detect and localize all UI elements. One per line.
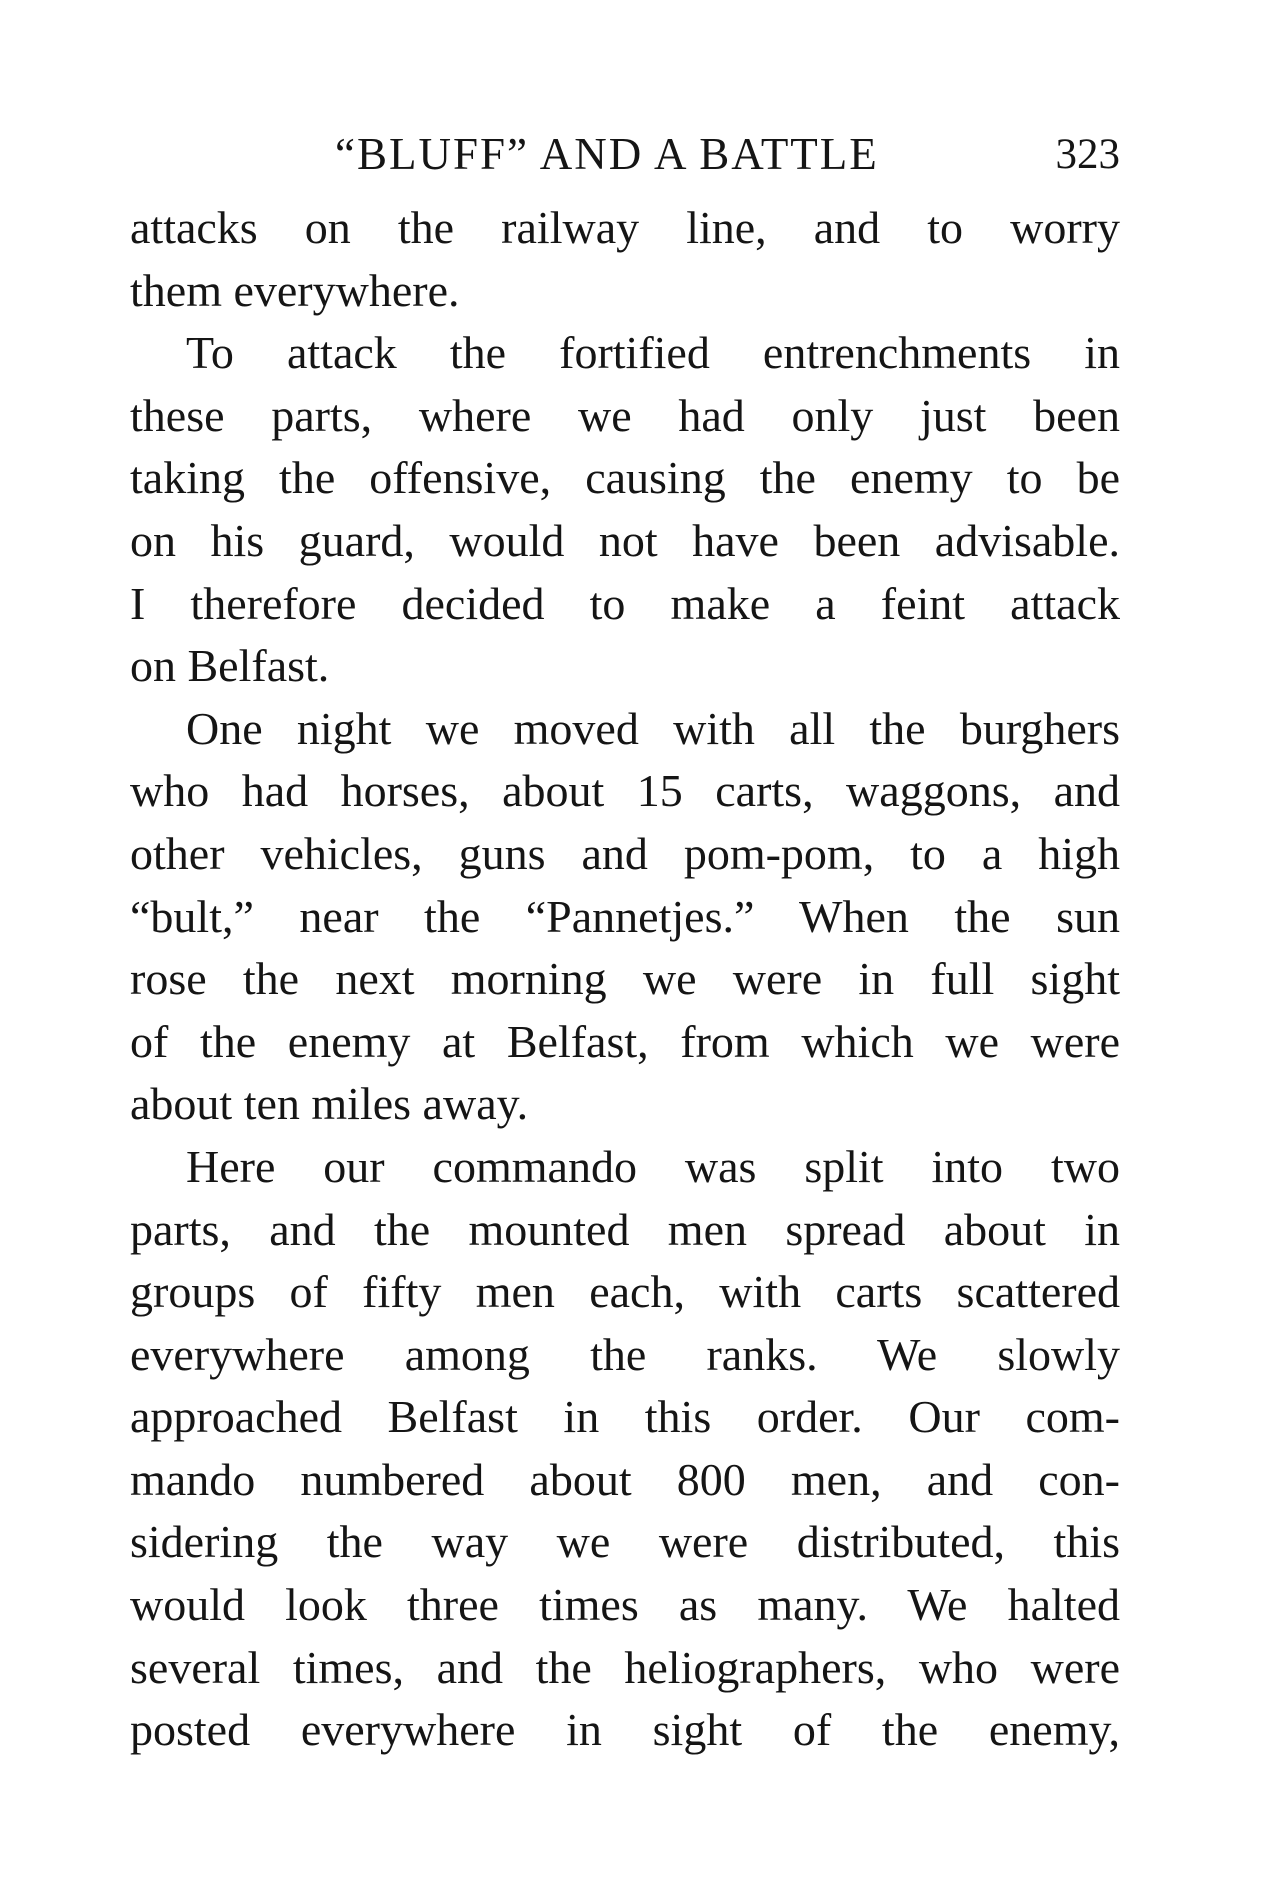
body-text [130, 197, 1120, 1762]
text-line: parts, and the mounted men spread about in [130, 1203, 1120, 1255]
text-line: taking the offensive, causing the enemy to be [130, 452, 1120, 504]
text-line: approached Belfast in this order. Our com- [130, 1391, 1120, 1443]
text-line: on Belfast. [130, 640, 330, 692]
running-title: “BLUFF” AND A BATTLE [335, 129, 879, 179]
text-line: them everywhere. [130, 264, 460, 316]
text-line: posted everywhere in sight of the enemy, [130, 1704, 1120, 1756]
text-line: several times, and the heliographers, who were [130, 1641, 1120, 1693]
text-line: who had horses, about 15 carts, waggons, and [130, 765, 1120, 817]
text-line: sidering the way we were distributed, this [130, 1516, 1120, 1568]
text-line: other vehicles, guns and pom-pom, to a high [130, 827, 1120, 879]
text-line: Here our commando was split into two [186, 1140, 1120, 1192]
text-line: everywhere among the ranks. We slowly [130, 1328, 1120, 1380]
text-line: of the enemy at Belfast, from which we were [130, 1015, 1120, 1067]
text-line: attacks on the railway line, and to worry [130, 202, 1120, 253]
text-line: mando numbered about 800 men, and con- [130, 1453, 1120, 1505]
text-line: would look three times as many. We halted [130, 1579, 1120, 1631]
text-line: on his guard, would not have been advisable. [130, 514, 1120, 566]
text-line: rose the next morning we were in full sight [130, 953, 1120, 1005]
text-line: To attack the fortified entrenchments in [186, 327, 1120, 379]
page-number: 323 [1055, 131, 1120, 178]
running-head [130, 128, 1120, 188]
text-line: I therefore decided to make a feint attack [130, 577, 1120, 629]
text-line: these parts, where we had only just been [130, 389, 1120, 441]
text-line: about ten miles away. [130, 1078, 529, 1130]
text-line: groups of fifty men each, with carts scattered [130, 1266, 1120, 1318]
text-line: “bult,” near the “Pannetjes.” When the sun [130, 890, 1120, 942]
text-line: One night we moved with all the burghers [186, 702, 1120, 754]
